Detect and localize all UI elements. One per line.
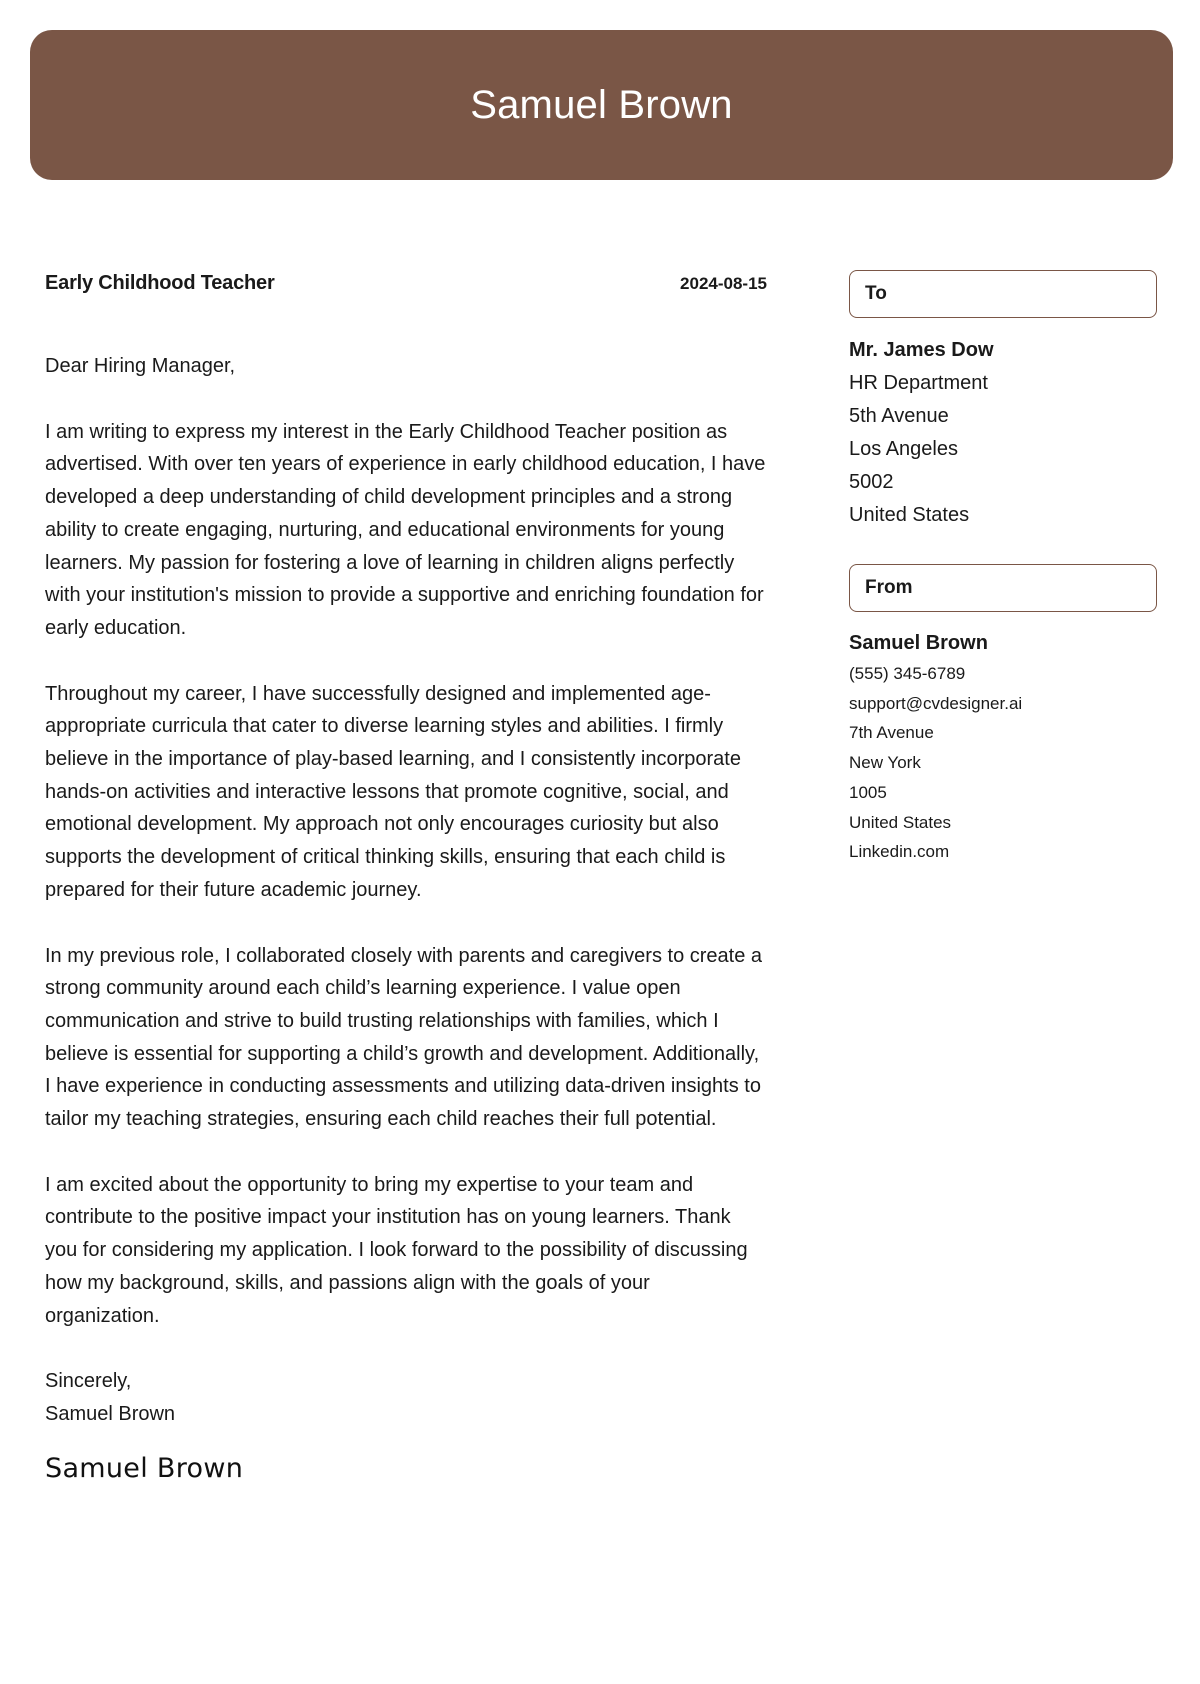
recipient-block [849,334,1157,532]
salutation: Dear Hiring Manager, [45,355,236,377]
letter-main [45,272,767,1485]
address-sidebar [849,270,1157,867]
letter-paragraph: I am excited about the opportunity to bring my expertise to your team and contribute to the positive impact your institution has on young learners. Thank you for considering my application. I look forward to the possibility of discussing how my background, skills, and passions align with the goals of your organization. [45,1173,748,1327]
recipient-line: 5002 [849,471,894,493]
sender-city: New York [849,753,921,773]
sender-email: support@cvdesigner.ai [849,693,1023,713]
sender-name: Samuel Brown [849,632,988,654]
closing: Sincerely, [45,1370,132,1393]
recipient-line: 5th Avenue [849,405,949,427]
letter-paragraph: In my previous role, I collaborated closely with parents and caregivers to create a strong community around each child’s learning experience. I value open communication and strive to build trusting relationships with families, which I believe is essential for supporting a child’s growth and development. Additionally, I have experience in conducting assessments and utilizing data-driven insights to tailor my teaching strategies, ensuring each child reaches their full potential. [45,944,763,1131]
sender-country: United States [849,812,952,832]
header-name: Samuel Brown [470,82,733,127]
closing-name: Samuel Brown [45,1402,176,1425]
sender-street: 7th Avenue [849,723,934,743]
recipient-line: United States [849,504,970,526]
sender-block [849,628,1157,867]
sender-phone: (555) 345-6789 [849,664,966,683]
recipient-line: HR Department [849,372,988,394]
to-label-box: To [849,270,1157,318]
letter-paragraph: I am writing to express my interest in the Early Childhood Teacher position as advertised. With over ten years of experience in early childhood education, I have developed a deep understanding of child development principles and a strong ability to create engaging, nurturing, and educational environments for young learners. My passion for fostering a love of learning in children aligns perfectly with your institution's mission to provide a supportive and enriching foundation for early education. [45,420,766,639]
from-label-box: From [849,564,1157,612]
letter-date: 2024-08-15 [680,274,767,293]
job-title: Early Childhood Teacher [45,272,275,294]
letter-title-row [45,272,767,302]
recipient-line: Los Angeles [849,438,958,460]
letter-paragraph: Throughout my career, I have successfully designed and implemented age-appropriate curricula that cater to diverse learning styles and abilities. I firmly believe in the importance of play-based learning, and I consistently incorporate hands-on activities and interactive lessons that promote cognitive, social, and emotional development. My approach not only encourages curiosity but also supports the development of critical thinking skills, ensuring that each child is prepared for their future academic journey. [45,682,741,901]
signature: Samuel Brown [45,1452,244,1484]
sender-postcode: 1005 [849,782,887,802]
recipient-name: Mr. James Dow [849,339,994,361]
sender-linkedin: Linkedin.com [849,842,950,862]
letter-body [45,350,767,1485]
header-banner [30,30,1173,180]
